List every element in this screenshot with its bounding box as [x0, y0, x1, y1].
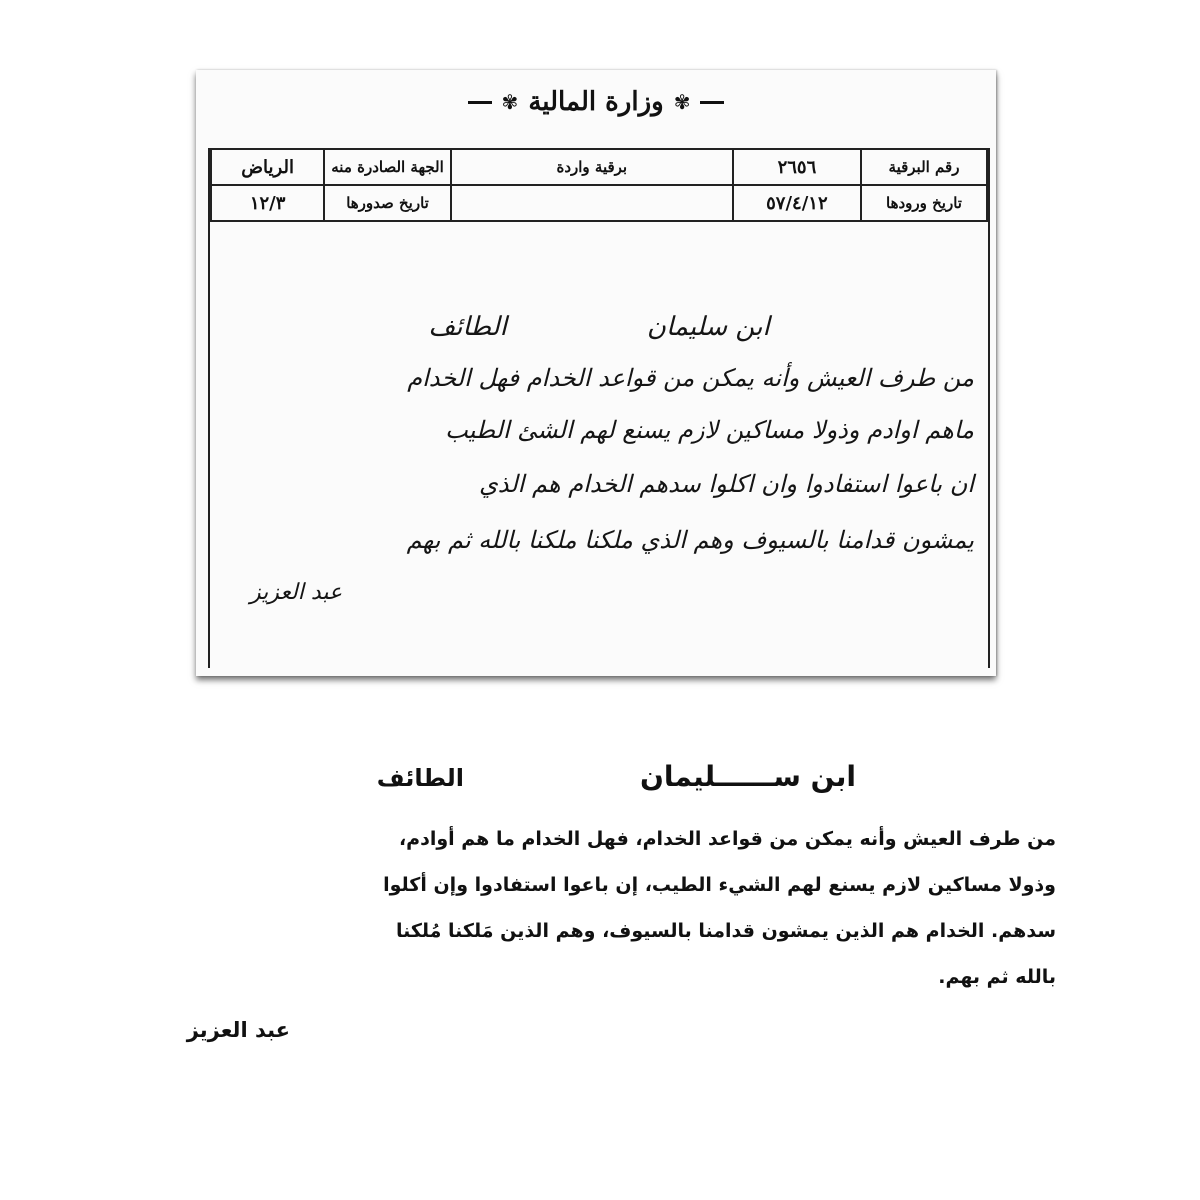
- origin-label: الجهة الصادرة منه: [324, 149, 451, 185]
- ornament-star-icon: ✾: [673, 90, 691, 114]
- header-spacer-row: [211, 221, 987, 316]
- arrival-date-value: ٥٧/٤/١٢: [733, 185, 861, 221]
- handwritten-line-4: يمشون قدامنا بالسيوف وهم الذي ملكنا ملكنا بالله ثم بهم: [406, 526, 974, 554]
- blank-cell: [451, 185, 733, 221]
- transcription-place: الطائف: [376, 764, 464, 792]
- handwritten-signature: عبد العزيز: [250, 580, 343, 605]
- telegram-type: برقية واردة: [451, 149, 733, 185]
- arrival-date-label: تاريخ ورودها: [861, 185, 987, 221]
- transcription-recipient: ابن ســــــليمان: [639, 760, 856, 793]
- handwritten-line-3: ان باعوا استفادوا وان اكلوا سدهم الخدام هم الذي: [478, 470, 974, 498]
- transcription-line: وذولا مساكين لازم يسنع لهم الشيء الطيب، إن باعوا استفادوا وإن أكلوا: [383, 874, 1056, 896]
- header-row-1: [211, 149, 987, 185]
- transcription-line: من طرف العيش وأنه يمكن من قواعد الخدام، فهل الخدام ما هم أوادم،: [398, 828, 1056, 850]
- header-row-2: [211, 185, 987, 221]
- transcription-signature: عبد العزيز: [186, 1018, 290, 1042]
- origin-value: الرياض: [211, 149, 324, 185]
- issue-date-value: ١٢/٣: [211, 185, 324, 221]
- transcription-body: [156, 816, 1056, 1000]
- handwritten-recipient: ابن سليمان: [646, 312, 770, 342]
- ornament-star-icon: ✾: [501, 90, 519, 114]
- ornament-line-left: [468, 101, 492, 104]
- handwritten-place: الطائف: [428, 312, 507, 342]
- ornament-line-right: [700, 101, 724, 104]
- telegram-form: [208, 148, 990, 668]
- handwritten-address: [224, 312, 974, 342]
- handwritten-line-1: من طرف العيش وأنه يمكن من قواعد الخدام فهل الخدام: [407, 364, 974, 392]
- issue-date-label: تاريخ صدورها: [324, 185, 451, 221]
- telegram-number-value: ٢٦٥٦: [733, 149, 861, 185]
- transcription-line: سدهم. الخدام هم الذين يمشون قدامنا بالسيوف، وهم الذين مَلكنا مُلكنا: [395, 920, 1056, 942]
- transcription-line: بالله ثم بهم.: [938, 966, 1056, 988]
- ministry-title: وزارة المالية: [528, 87, 664, 117]
- telegram-scan: [196, 70, 996, 676]
- ministry-header: [196, 82, 996, 122]
- telegram-number-label: رقم البرقية: [861, 149, 987, 185]
- handwritten-line-2: ماهم اوادم وذولا مساكين لازم يسنع لهم الشئ الطيب: [445, 416, 974, 444]
- telegram-header-table: [210, 148, 988, 316]
